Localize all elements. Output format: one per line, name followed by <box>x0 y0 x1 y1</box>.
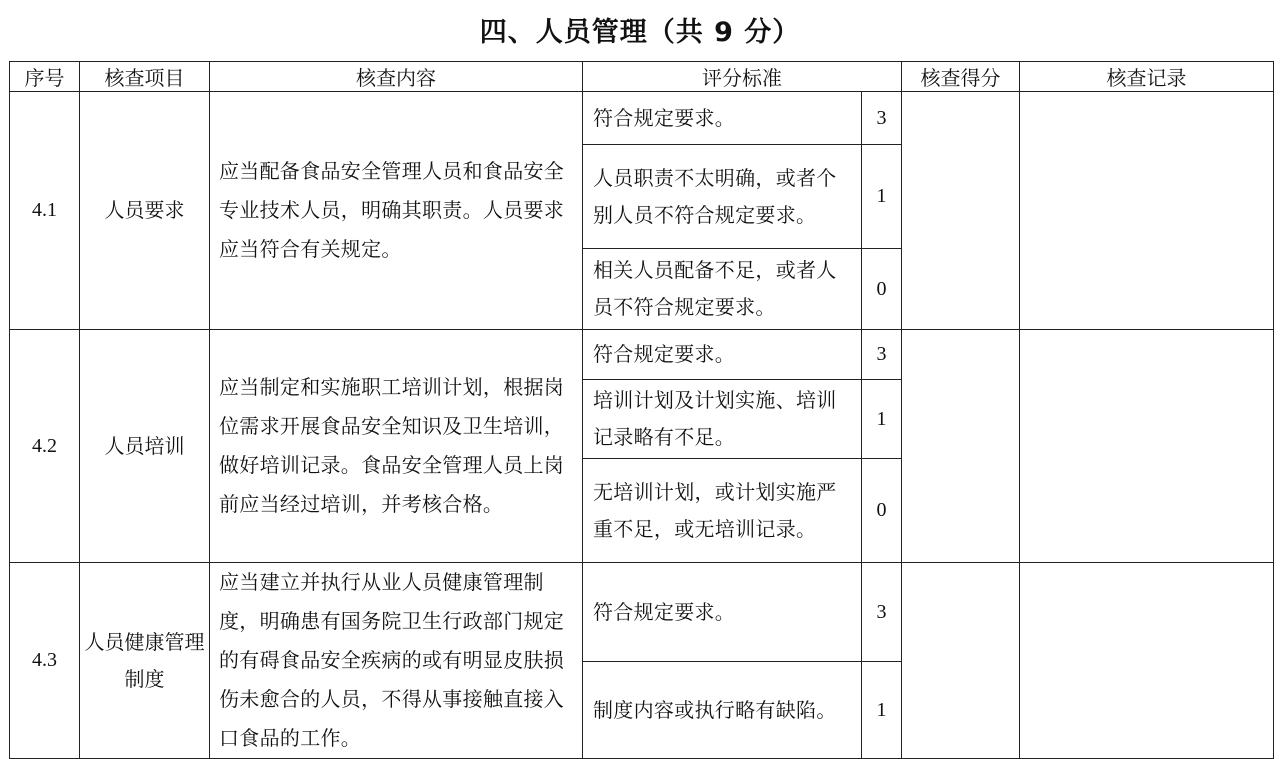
criteria-points: 0 <box>862 459 902 563</box>
criteria-text: 培训计划及计划实施、培训记录略有不足。 <box>583 380 862 459</box>
criteria-points: 3 <box>862 563 902 662</box>
header-score: 核查得分 <box>902 62 1020 92</box>
header-record: 核查记录 <box>1020 62 1274 92</box>
header-row <box>10 62 1274 92</box>
row-item: 人员培训 <box>80 330 210 563</box>
criteria-text: 符合规定要求。 <box>583 563 862 662</box>
header-item: 核查项目 <box>80 62 210 92</box>
page-title: 四、人员管理（共 9 分） <box>479 17 801 48</box>
criteria-text: 符合规定要求。 <box>583 330 862 380</box>
row-content: 应当建立并执行从业人员健康管理制度，明确患有国务院卫生行政部门规定的有碍食品安全疾病的或有明显皮肤损伤未愈合的人员，不得从事接触直接入口食品的工作。 <box>210 563 583 759</box>
row-content: 应当制定和实施职工培训计划，根据岗位需求开展食品安全知识及卫生培训，做好培训记录。食品安全管理人员上岗前应当经过培训，并考核合格。 <box>210 330 583 563</box>
header-seq: 序号 <box>10 62 80 92</box>
inspection-table <box>9 61 1274 759</box>
criteria-text: 无培训计划，或计划实施严重不足，或无培训记录。 <box>583 459 862 563</box>
table-row <box>10 330 1274 380</box>
table-row <box>10 563 1274 662</box>
record-cell[interactable] <box>1020 330 1274 563</box>
row-item: 人员要求 <box>80 92 210 330</box>
score-cell[interactable] <box>902 563 1020 759</box>
criteria-points: 0 <box>862 249 902 330</box>
criteria-points: 1 <box>862 145 902 249</box>
criteria-points: 3 <box>862 92 902 145</box>
row-seq: 4.3 <box>10 563 80 759</box>
row-content: 应当配备食品安全管理人员和食品安全专业技术人员，明确其职责。人员要求应当符合有关规定。 <box>210 92 583 330</box>
record-cell[interactable] <box>1020 563 1274 759</box>
row-seq: 4.2 <box>10 330 80 563</box>
score-cell[interactable] <box>902 92 1020 330</box>
table-row <box>10 92 1274 145</box>
criteria-points: 1 <box>862 380 902 459</box>
row-seq: 4.1 <box>10 92 80 330</box>
criteria-text: 相关人员配备不足，或者人员不符合规定要求。 <box>583 249 862 330</box>
criteria-text: 符合规定要求。 <box>583 92 862 145</box>
criteria-text: 人员职责不太明确，或者个别人员不符合规定要求。 <box>583 145 862 249</box>
criteria-points: 1 <box>862 662 902 759</box>
header-criteria: 评分标准 <box>583 62 902 92</box>
header-content: 核查内容 <box>210 62 583 92</box>
record-cell[interactable] <box>1020 92 1274 330</box>
criteria-points: 3 <box>862 330 902 380</box>
criteria-text: 制度内容或执行略有缺陷。 <box>583 662 862 759</box>
row-item: 人员健康管理制度 <box>80 563 210 759</box>
score-cell[interactable] <box>902 330 1020 563</box>
